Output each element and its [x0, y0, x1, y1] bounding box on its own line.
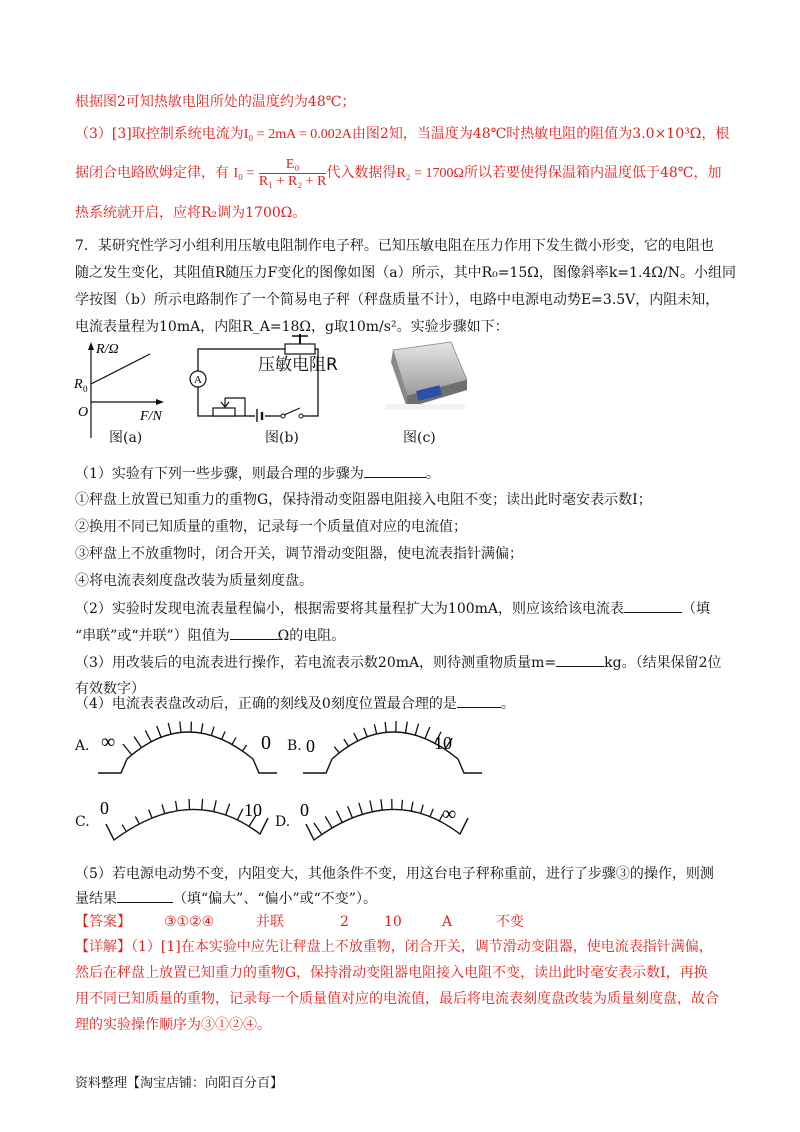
dial-tick — [359, 803, 363, 814]
detail-line-4: 理的实验操作顺序为③①②④。 — [75, 1017, 271, 1033]
dial-tick — [370, 800, 372, 811]
q1-step-4: ④将电流表刻度盘改装为质量刻度盘。 — [75, 573, 313, 589]
option-c-left-label: 0 — [100, 798, 109, 818]
dial-tick — [364, 728, 367, 737]
question-7-line-1: 7．某研究性学习小组利用压敏电阻制作电子秤。已知压敏电阻在压力作用下发生微小形变，它的电阻也 — [75, 238, 714, 254]
formula-i0: I₀ = 2mA = 0.002A — [243, 127, 352, 142]
dial-tick — [157, 726, 161, 737]
dial-tick — [336, 811, 342, 823]
figure-b-label: 压敏电阻R — [258, 355, 338, 375]
figure-a-xlabel: F/N — [140, 409, 162, 424]
option-a-label: A. — [75, 738, 90, 754]
figure-a-x-arrow — [156, 399, 164, 405]
answer-2: 并联 — [256, 914, 284, 930]
dial-tick — [168, 723, 171, 734]
detail-line-1: 【详解】（1）[1]在本实验中应先让秤盘上不放重物，闭合开关，调节滑动变阻器，使电流表指针满偏， — [75, 939, 713, 955]
dial-tick — [123, 744, 132, 755]
dial-tick — [222, 731, 225, 739]
option-b-right-label: 10 — [434, 733, 452, 753]
dial-tick — [425, 727, 430, 739]
figure-b-caption: 图(b) — [265, 430, 299, 446]
dial-tick — [202, 799, 203, 810]
dial-tick — [226, 804, 230, 815]
dial-tick — [242, 745, 246, 751]
figure-a-r0: R — [74, 377, 83, 392]
dial-tick — [402, 800, 403, 810]
q3-line-2: 有效数字） — [75, 681, 145, 697]
option-a-left-label: ∞ — [101, 731, 116, 753]
dial-tick — [325, 816, 332, 828]
answer-5: A — [442, 914, 453, 930]
dial-tick — [421, 805, 424, 814]
dial-tick — [334, 747, 339, 753]
answer-line: 【答案】 — [75, 914, 131, 930]
solution-line-3: 据闭合电路欧姆定律，有 I₀ = $\frac{\text{E₀}}{\text{R₁ + R₂ + R}}$ 代入数据得R₂ = 1700Ω所以若要使得保温箱内温度低于48℃，加 — [75, 156, 722, 189]
dial-tick — [237, 809, 242, 820]
dial-tick — [430, 809, 433, 817]
dial-tick — [211, 727, 214, 736]
detail-line-3: 用不同已知质量的重物，记录每一个质量值对应的电流值，最后将电流表刻度盘改装为质量刻度盘，故合 — [75, 991, 719, 1007]
dial-tick — [385, 722, 386, 732]
option-d-left-label: 0 — [300, 800, 309, 820]
answer-6: 不变 — [496, 914, 524, 930]
q2-line-1: （2）实验时发现电流表量程偏小，根据需要将其量程扩大为100mA，则应该给该电流表 （填 — [75, 598, 710, 619]
dial-tick — [201, 723, 203, 733]
dial-tick — [176, 801, 178, 811]
option-a-right-label: 0 — [261, 732, 271, 754]
option-d-right-label: ∞ — [442, 803, 457, 825]
question-7-line-3: 学按图（b）所示电路制作了一个简易电子秤（秤盘质量不计），电路中电源电动势E=3.5V，内阻未知， — [75, 292, 720, 308]
dial-tick — [348, 806, 353, 818]
figure-b-circuit — [185, 332, 330, 422]
q1-stem: （1）实验有下列一些步骤，则最合理的步骤为 。 — [75, 463, 440, 484]
figure-a-y-arrow — [88, 342, 94, 350]
option-b-left-label: 0 — [306, 736, 315, 756]
q5-line-2: 量结果 （填“偏大”、“偏小”或“不变”）。 — [75, 888, 377, 909]
dial-tick — [354, 733, 358, 741]
dial-tick — [134, 736, 142, 747]
pressure-resistor — [285, 344, 315, 354]
figure-a-caption: 图(a) — [109, 430, 143, 446]
option-c-right-label: 10 — [244, 800, 262, 820]
q2-blank-1[interactable] — [624, 598, 682, 613]
dial-tick — [145, 730, 151, 741]
dial-tick — [314, 823, 322, 835]
answer-3: 2 — [340, 914, 349, 930]
ohm-law-fraction: $\frac{\text{E₀}}{\text{R₁ + R₂ + R}}$ — [258, 156, 327, 189]
solution-line-1: 根据图2可知热敏电阻所处的温度约为48℃； — [75, 94, 356, 110]
q1-step-2: ②换用不同已知质量的重物，记录每一个质量值对应的电流值； — [75, 519, 467, 535]
page-footer: 资料整理【淘宝店铺：向阳百分百】 — [75, 1076, 284, 1091]
solution-line-4: 热系统就开启，应将R₂调为1700Ω。 — [75, 205, 307, 221]
q3-line-1: （3）用改装后的电流表进行操作，若电流表示数20mA，则待测重物质量m= kg。（结果保留2位 — [75, 652, 721, 673]
option-c-label: C. — [75, 814, 90, 830]
dial-tick — [135, 816, 139, 824]
dial-tick — [405, 722, 407, 733]
figure-c-scale-image — [375, 338, 470, 418]
q1-step-1: ①秤盘上放置已知重力的重物G，保持滑动变阻器电阻接入电阻不变；读出此时毫安表示数I； — [75, 492, 652, 508]
dial-tick — [162, 804, 165, 813]
q2-blank-2[interactable] — [230, 625, 278, 640]
option-d-dial — [292, 790, 477, 852]
option-c-dial — [92, 790, 277, 852]
answer-4: 10 — [384, 914, 402, 930]
question-7-line-2: 随之发生变化，其阻值R随压力F变化的图像如图（a）所示，其中R₀=15Ω，图像斜率k=1.4Ω/N。小组同 — [75, 265, 736, 281]
figure-a-ylabel: R/Ω — [96, 342, 119, 357]
option-b-dial — [300, 715, 485, 777]
q2-line-2: “串联”或“并联”）阻值为 Ω的电阻。 — [75, 625, 345, 646]
figure-a-r0-sub: 0 — [83, 384, 88, 394]
ammeter-label: A — [194, 374, 202, 386]
rheostat — [213, 408, 235, 416]
option-b-label: B. — [287, 738, 302, 754]
q4-blank[interactable] — [457, 693, 501, 708]
dial-tick — [232, 738, 236, 745]
q4-stem: （4）电流表表盘改动后，正确的刻线及0刻度位置最合理的是 。 — [75, 693, 515, 714]
figure-a-line — [91, 354, 150, 384]
dial-tick — [381, 799, 382, 810]
solution-line-2: （3）[3]取控制系统电流为I₀ = 2mA = 0.002A由图2知，当温度为48℃时热敏电阻的阻值为3.0×10³Ω，根 — [75, 126, 730, 142]
option-d-label: D. — [275, 814, 291, 830]
dial-tick — [411, 802, 413, 811]
option-a-dial — [95, 715, 280, 777]
dial-tick — [180, 721, 181, 732]
q1-answer-blank[interactable] — [364, 463, 426, 478]
detail-line-2: 然后在秤盘上放置已知重力的重物G，保持滑动变阻器电阻接入电阻不变，读出此时毫安表示数I，再换 — [75, 965, 708, 981]
dial-tick — [122, 825, 126, 832]
q5-blank[interactable] — [117, 888, 173, 903]
answer-1: ③①②④ — [164, 914, 215, 930]
dial-tick — [374, 724, 376, 734]
figure-a-origin: O — [78, 405, 89, 420]
q3-blank[interactable] — [556, 652, 604, 667]
q5-line-1: （5）若电源电动势不变，内阻变大，其他条件不变，用这台电子秤称重前，进行了步骤③的操作，则测 — [75, 866, 714, 882]
dial-tick — [415, 724, 418, 736]
question-7-line-4: 电流表量程为10mA，内阻R_A=18Ω，g取10m/s²。实验步骤如下： — [75, 319, 509, 335]
dial-tick — [149, 810, 152, 818]
figure-c-caption: 图(c) — [403, 430, 436, 446]
dial-tick — [344, 739, 349, 746]
q1-step-3: ③秤盘上不放重物时，闭合开关，调节滑动变阻器，使电流表指针满偏； — [75, 546, 523, 562]
dial-tick — [214, 800, 216, 811]
